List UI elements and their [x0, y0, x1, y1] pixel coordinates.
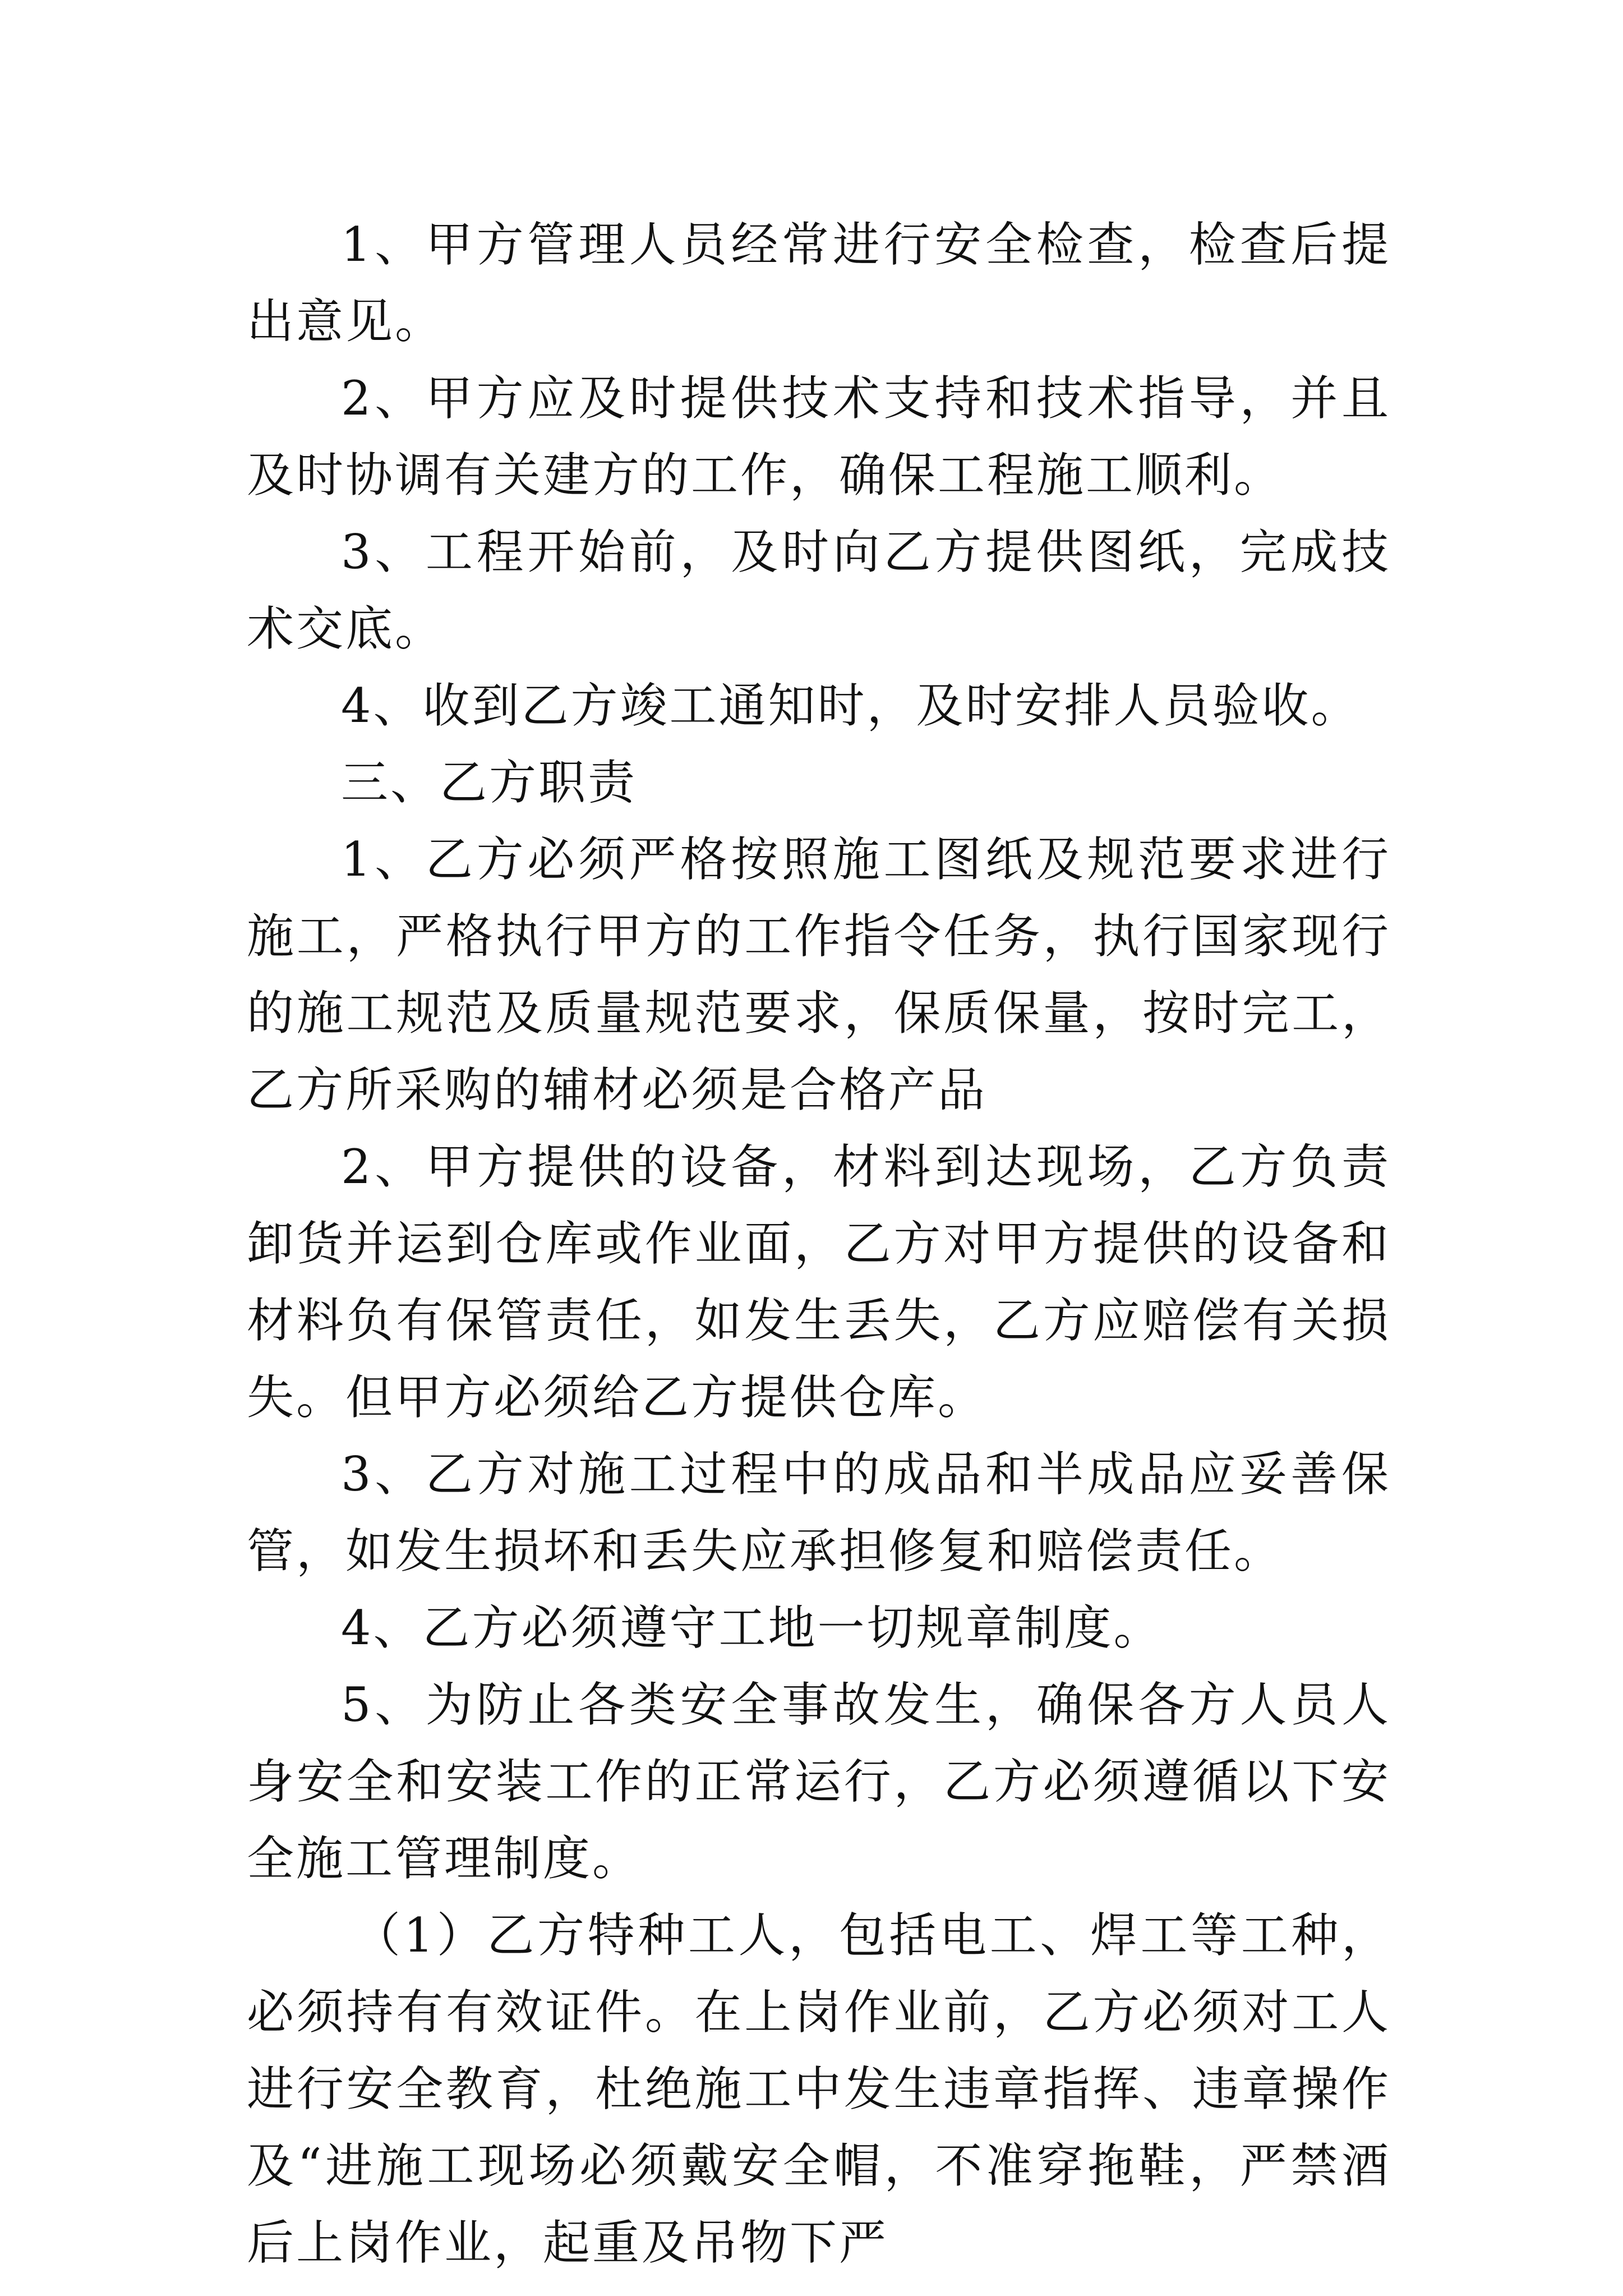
- paragraph-party-b-special-workers: （1）乙方特种工人，包括电工、焊工等工种，必须持有有效证件。在上岗作业前，乙方必须对工人进行安全教育，杜绝施工中发生违章指挥、违章操作及“进施工现场必须戴安全帽，不准穿拖鞋，严禁酒后上岗作业，起重及吊物下严: [247, 1908, 1391, 2270]
- paragraph-party-b-site-rules: 4、乙方必须遵守工地一切规章制度。: [341, 1600, 1163, 1655]
- section-heading-party-b-duties: 三、乙方职责: [341, 755, 638, 810]
- paragraph-party-a-drawings: 3、工程开始前，及时向乙方提供图纸，完成技术交底。: [247, 524, 1391, 656]
- paragraph-party-a-acceptance: 4、收到乙方竣工通知时，及时安排人员验收。: [341, 678, 1361, 733]
- document-body: [247, 206, 1391, 2281]
- paragraph-party-a-safety-inspection: 1、甲方管理人员经常进行安全检查，检查后提出意见。: [247, 217, 1391, 349]
- paragraph-party-b-product-protection: 3、乙方对施工过程中的成品和半成品应妥善保管，如发生损坏和丢失应承担修复和赔偿责任。: [247, 1447, 1391, 1579]
- paragraph-party-b-equipment-custody: 2、甲方提供的设备，材料到达现场，乙方负责卸货并运到仓库或作业面，乙方对甲方提供的设备和材料负有保管责任，如发生丢失，乙方应赔偿有关损失。但甲方必须给乙方提供仓库。: [247, 1139, 1391, 1425]
- paragraph-party-a-technical-support: 2、甲方应及时提供技术支持和技术指导，并且及时协调有关建方的工作，确保工程施工顺利。: [247, 371, 1391, 503]
- paragraph-party-b-safety-system: 5、为防止各类安全事故发生，确保各方人员人身安全和安装工作的正常运行，乙方必须遵循以下安全施工管理制度。: [247, 1677, 1391, 1886]
- paragraph-party-b-construction: 1、乙方必须严格按照施工图纸及规范要求进行施工，严格执行甲方的工作指令任务，执行国家现行的施工规范及质量规范要求，保质保量，按时完工，乙方所采购的辅材必须是合格产品: [247, 832, 1391, 1117]
